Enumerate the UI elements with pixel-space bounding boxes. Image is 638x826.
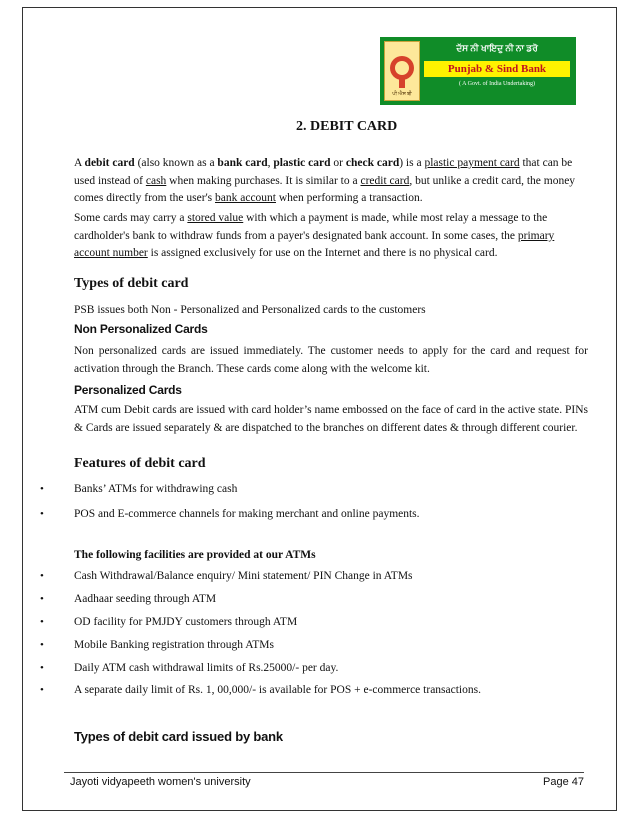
link-credit-card[interactable]: credit card (360, 174, 410, 187)
non-personalized-heading: Non Personalized Cards (74, 322, 208, 336)
facilities-heading: The following facilities are provided at our ATMs (74, 549, 316, 561)
link-primary-account-number[interactable]: primary account number (74, 229, 555, 260)
logo-script-line: ਦੱਸ ਨੀ ਖਾਇਦੁ ਨੀ ਨਾ ਡਰੋ (456, 43, 538, 53)
personalized-heading: Personalized Cards (74, 383, 182, 397)
intro-paragraph-1: A debit card (also known as a bank card, plastic card or check card) is a plastic payment card that can be used instead of cash when making purchases. It is similar to a credit card, but unlike a credit card, the money comes directly from the user's bank account when performing a transaction. (74, 157, 576, 205)
bullet-icon: • (40, 593, 44, 605)
page-title: 2. DEBIT CARD (296, 119, 398, 134)
personalized-text: ATM cum Debit cards are issued with card holder’s name embossed on the face of card in the active state. PINs & Cards are issued separately & are dispatched to the branches on different dates & through different courier. (74, 404, 588, 434)
bullet-icon: • (40, 483, 44, 495)
issued-heading: Types of debit card issued by bank (74, 729, 283, 744)
footer-university: Jayoti vidyapeeth women's university (70, 776, 251, 788)
link-plastic-payment-card[interactable]: plastic payment card (424, 157, 520, 169)
bank-seal-icon (384, 41, 420, 101)
logo-bank-name: Punjab & Sind Bank (424, 61, 570, 77)
logo-tagline: ( A Govt. of India Undertaking) (459, 81, 535, 87)
link-cash[interactable]: cash (145, 174, 167, 187)
bullet-icon: • (40, 570, 44, 582)
bank-logo (380, 37, 576, 105)
footer-divider (64, 772, 584, 773)
bullet-icon: • (40, 639, 44, 651)
intro-paragraph-2: Some cards may carry a stored value with which a payment is made, while most relay a message to the cardholder's bank to withdraw funds from a payer's designated bank account. In some cases, the primary account number is assigned exclusively for use on the Internet and there is no physical card. (74, 212, 555, 260)
types-heading: Types of debit card (74, 276, 189, 291)
bullet-icon: • (40, 508, 44, 520)
bullet-icon: • (40, 662, 44, 674)
footer-page-number: Page 47 (543, 776, 584, 788)
non-personalized-text: Non personalized cards are issued immediately. The customer needs to apply for the card and request for activation through the Branch. These cards come along with the welcome kit. (74, 345, 588, 375)
bullet-icon: • (40, 616, 44, 628)
features-heading: Features of debit card (74, 456, 206, 471)
types-text: PSB issues both Non - Personalized and Personalized cards to the customers (74, 304, 426, 316)
link-bank-account[interactable]: bank account (215, 192, 276, 205)
bullet-icon: • (40, 684, 44, 696)
link-stored-value[interactable]: stored value (187, 212, 244, 224)
seal-text: ਪੀ ਐਸ ਬੀ (392, 92, 412, 97)
